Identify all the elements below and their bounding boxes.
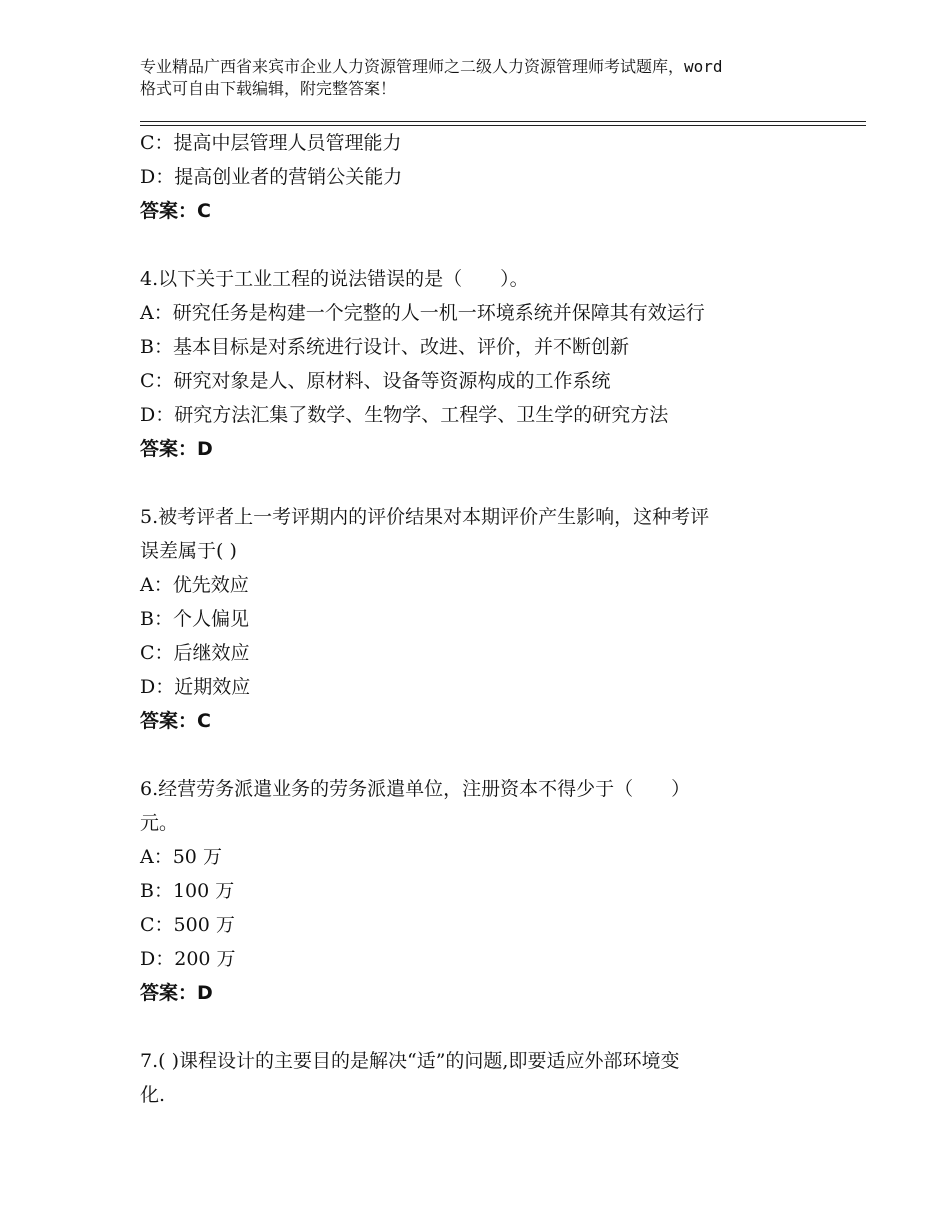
answer: 答案：C (140, 710, 211, 732)
question-stem-line-1: 6.经营劳务派遣业务的劳务派遣单位，注册资本不得少于（ ） (140, 778, 691, 800)
option-d: D：提高创业者的营销公关能力 (140, 166, 403, 188)
option-c: C：后继效应 (140, 642, 250, 664)
option-c: C：研究对象是人、原材料、设备等资源构成的工作系统 (140, 370, 611, 392)
option-d: D：200 万 (140, 948, 236, 970)
question-stem: 4.以下关于工业工程的说法错误的是（ ）。 (140, 268, 529, 290)
question-stem-line-2: 化. (140, 1084, 166, 1106)
spacer (140, 1010, 840, 1044)
option-c: C：提高中层管理人员管理能力 (140, 132, 402, 154)
option-d: D：近期效应 (140, 676, 251, 698)
option-b: B：100 万 (140, 880, 235, 902)
page-header (140, 56, 830, 100)
spacer (140, 738, 840, 772)
option-a: A：50 万 (140, 846, 222, 868)
option-d: D：研究方法汇集了数学、生物学、工程学、卫生学的研究方法 (140, 404, 669, 426)
option-b: B：个人偏见 (140, 608, 249, 630)
option-a: A：研究任务是构建一个完整的人一机一环境系统并保障其有效运行 (140, 302, 705, 324)
option-a: A：优先效应 (140, 574, 249, 596)
question-3-tail (140, 126, 840, 228)
question-stem-line-2: 误差属于( ) (140, 540, 237, 562)
header-line-2: 格式可自由下载编辑，附完整答案！ (140, 79, 397, 98)
spacer (140, 466, 840, 500)
header-line-1: 专业精品广西省来宾市企业人力资源管理师之二级人力资源管理师考试题库，word (140, 57, 723, 76)
answer: 答案：C (140, 200, 211, 222)
header-divider-top (140, 121, 866, 122)
question-stem-line-1: 5.被考评者上一考评期内的评价结果对本期评价产生影响，这种考评 (140, 506, 710, 528)
question-stem-line-2: 元。 (140, 812, 179, 834)
option-c: C：500 万 (140, 914, 235, 936)
question-stem-line-1: 7.( )课程设计的主要目的是解决“适”的问题,即要适应外部环境变 (140, 1050, 680, 1072)
spacer (140, 228, 840, 262)
question-6 (140, 772, 840, 1010)
option-b: B：基本目标是对系统进行设计、改进、评价，并不断创新 (140, 336, 629, 358)
answer: 答案：D (140, 982, 213, 1004)
answer: 答案：D (140, 438, 213, 460)
question-7 (140, 1044, 840, 1112)
question-list (140, 126, 840, 1112)
question-4 (140, 262, 840, 466)
question-5 (140, 500, 840, 738)
